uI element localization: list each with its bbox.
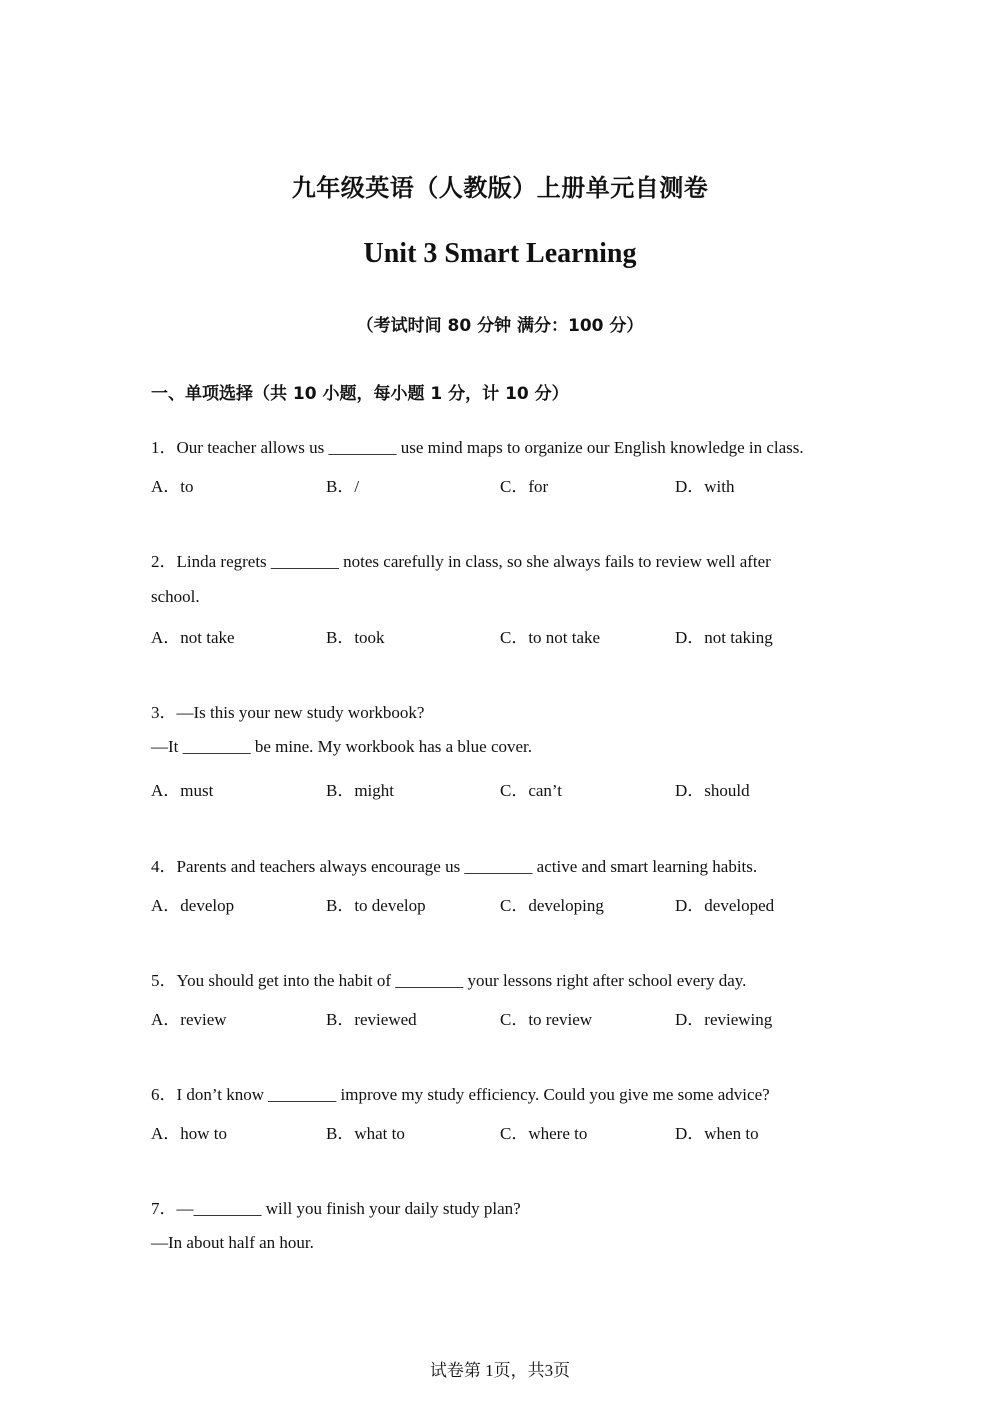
page-number: 试卷第 1页，共3页 (429, 1361, 571, 1380)
question-7-stem: 7．—________ will you finish your daily study plan? (151, 1199, 521, 1218)
question-6-stem: 6．I don’t know ________ improve my study efficiency. Could you give me some advice? (151, 1085, 770, 1104)
question-3-stem-continued: —It ________ be mine. My workbook has a blue cover. (151, 737, 533, 756)
question-7-stem-continued: —In about half an hour. (151, 1233, 314, 1252)
question-4-option-d: D．developed (675, 896, 775, 915)
question-3-stem: 3．—Is this your new study workbook? (151, 703, 425, 722)
question-2-option-b: B．took (326, 628, 385, 647)
question-1-option-c: C．for (500, 477, 549, 496)
question-3-option-b: B．might (326, 781, 395, 800)
question-6-option-a: A．how to (151, 1124, 228, 1143)
question-1-option-b: B．/ (326, 477, 360, 496)
unit-title: Unit 3 Smart Learning (363, 238, 637, 269)
question-3-option-d: D．should (675, 781, 750, 800)
question-2-stem-continued: school. (151, 587, 200, 606)
question-1-stem: 1．Our teacher allows us ________ use mind maps to organize our English knowledge in class. (151, 438, 804, 457)
question-1-option-a: A．to (151, 477, 194, 496)
question-6-option-b: B．what to (326, 1124, 405, 1143)
question-2-option-c: C．to not take (500, 628, 601, 647)
question-6-option-d: D．when to (675, 1124, 759, 1143)
question-5-option-a: A．review (151, 1010, 227, 1029)
question-5-option-b: B．reviewed (326, 1010, 417, 1029)
question-5-stem: 5．You should get into the habit of ________ your lessons right after school every day. (151, 971, 747, 990)
exam-title: 九年级英语（人教版）上册单元自测卷 (291, 174, 709, 202)
section-heading: 一、单项选择（共 10 小题，每小题 1 分，计 10 分） (151, 384, 569, 404)
question-4-option-c: C．developing (500, 896, 604, 915)
exam-time-and-score: （考试时间 80 分钟 满分：100 分） (356, 316, 644, 336)
question-1-option-d: D．with (675, 477, 735, 496)
question-2-stem: 2．Linda regrets ________ notes carefully in class, so she always fails to review well after (151, 552, 771, 571)
question-3-option-a: A．must (151, 781, 214, 800)
question-4-option-b: B．to develop (326, 896, 426, 915)
question-6-option-c: C．where to (500, 1124, 588, 1143)
question-5-option-d: D．reviewing (675, 1010, 773, 1029)
question-3-option-c: C．can’t (500, 781, 563, 800)
question-2-option-a: A．not take (151, 628, 235, 647)
question-4-option-a: A．develop (151, 896, 235, 915)
question-4-stem: 4．Parents and teachers always encourage us ________ active and smart learning habits. (151, 857, 758, 876)
question-5-option-c: C．to review (500, 1010, 593, 1029)
question-2-option-d: D．not taking (675, 628, 773, 647)
